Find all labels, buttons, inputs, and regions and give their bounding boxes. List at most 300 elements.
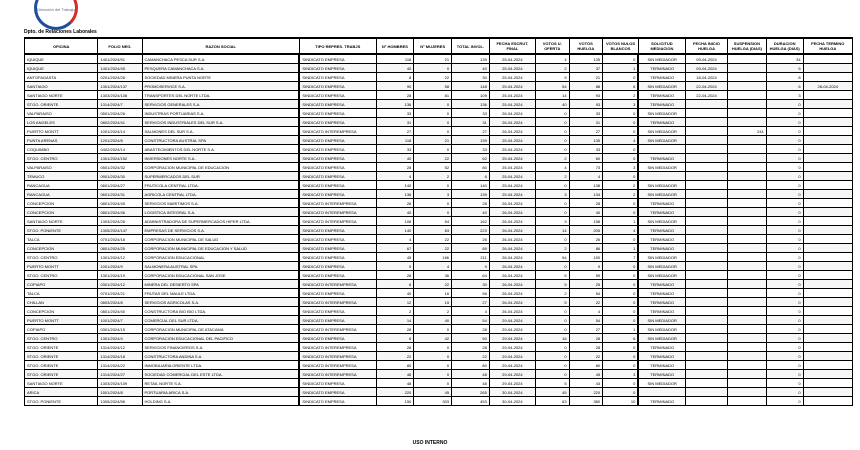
column-header: SOLICITUD MEDIACION — [638, 38, 685, 54]
table-cell: 135 — [569, 54, 603, 64]
table-cell: ARICA — [25, 388, 98, 397]
table-cell — [686, 379, 728, 388]
table-cell: 0 — [414, 199, 452, 208]
table-cell: 0 — [603, 352, 639, 361]
table-cell — [686, 199, 728, 208]
table-cell: 16 — [414, 289, 452, 298]
table-cell: 25-04-2024 — [489, 73, 535, 82]
table-cell: 136 — [376, 100, 414, 109]
table-cell: 0 — [603, 379, 639, 388]
table-cell: 28 — [376, 163, 414, 172]
table-cell: 26-04-2024 — [489, 226, 535, 235]
table-cell — [803, 397, 852, 406]
table-cell: SINDICATO EMPRESA — [299, 145, 376, 154]
table-row — [25, 361, 853, 370]
table-cell: 45 — [535, 388, 569, 397]
table-cell — [728, 298, 767, 307]
table-cell: SIN MEDIADOR — [638, 54, 685, 64]
table-cell: 1 — [603, 64, 639, 73]
table-cell: 22 — [414, 235, 452, 244]
table-cell: 25-04-2024 — [489, 82, 535, 91]
table-cell: ADMINISTRADORA DE SUPERMERCADOS HIPER LTDA. — [142, 217, 299, 226]
table-cell — [803, 262, 852, 271]
table-cell: 0 — [535, 370, 569, 379]
table-cell: TERMINADO — [638, 91, 685, 100]
table-cell: 09-04-2024 — [686, 64, 728, 73]
table-cell: 0 — [603, 145, 639, 154]
table-cell: CONSTRUCTORA BIO BIO LTDA. — [142, 307, 299, 316]
table-cell: TERMINADO — [638, 199, 685, 208]
table-cell: 0803/2024/8 — [98, 298, 142, 307]
table-cell — [803, 244, 852, 253]
table-cell: 1303/2024/26 — [98, 217, 142, 226]
table-cell: SINDICATO INTEREMPRESA — [299, 352, 376, 361]
table-row — [25, 253, 853, 262]
table-cell: 29-04-2024 — [489, 325, 535, 334]
table-cell — [803, 253, 852, 262]
table-row — [25, 388, 853, 397]
table-cell: TEMUCO — [25, 172, 98, 181]
table-cell: TERMINADO — [638, 343, 685, 352]
table-cell: SINDICATO INTEREMPRESA — [299, 361, 376, 370]
table-cell — [728, 244, 767, 253]
table-cell: SINDICATO EMPRESA — [299, 379, 376, 388]
table-cell: 3 — [535, 190, 569, 199]
table-cell: 0 — [766, 253, 803, 262]
table-cell: 28 — [376, 343, 414, 352]
table-cell: 136 — [376, 190, 414, 199]
table-cell: 33 — [376, 109, 414, 118]
table-cell — [728, 118, 767, 127]
table-cell: SINDICATO EMPRESA — [299, 271, 376, 280]
table-cell — [728, 54, 767, 64]
table-cell — [803, 163, 852, 172]
table-cell: 26-04-2024 — [489, 118, 535, 127]
table-cell: 36 — [414, 271, 452, 280]
table-cell: 83 — [414, 226, 452, 235]
column-header: FECHA INICIO HUELGA — [686, 38, 728, 54]
table-cell: 0 — [414, 325, 452, 334]
table-cell: 0 — [603, 73, 639, 82]
table-cell: 0201/2024/26 — [98, 73, 142, 82]
table-cell: 4 — [414, 262, 452, 271]
table-cell: 2 — [603, 181, 639, 190]
table-cell: 0801/2024/45 — [98, 199, 142, 208]
table-cell: SOCIEDAD MINERA PUNTA NORTE — [142, 73, 299, 82]
table-cell: 14 — [535, 91, 569, 100]
table-cell: 89 — [452, 244, 490, 253]
table-cell: 1314/2024/7 — [98, 100, 142, 109]
table-cell: SINDICATO INTEREMPRESA — [299, 370, 376, 379]
table-cell: 0 — [766, 343, 803, 352]
table-cell — [728, 73, 767, 82]
table-cell: 26-04-2024 — [489, 271, 535, 280]
table-cell — [728, 334, 767, 343]
table-cell — [686, 145, 728, 154]
table-cell: PESQUERA CAMANCHACA S.A. — [142, 64, 299, 73]
table-cell: SINDICATO EMPRESA — [299, 91, 376, 100]
table-cell: 0 — [766, 271, 803, 280]
table-cell — [728, 199, 767, 208]
table-cell: 118 — [376, 136, 414, 145]
table-cell: STGO. CENTRO — [25, 253, 98, 262]
table-cell: 0 — [535, 316, 569, 325]
table-cell — [686, 289, 728, 298]
table-cell: SIN MEDIADOR — [638, 190, 685, 199]
table-cell: 40 — [376, 64, 414, 73]
table-cell: ABASTECIMIENTOS DEL NORTE S.A. — [142, 145, 299, 154]
table-cell: 29-04-2024 — [489, 361, 535, 370]
table-cell: STGO. PONIENTE — [25, 397, 98, 406]
table-cell: 22-04-2024 — [686, 91, 728, 100]
table-cell: 0 — [766, 352, 803, 361]
table-cell: 26 — [569, 235, 603, 244]
table-cell: SINDICATO INTEREMPRESA — [299, 298, 376, 307]
table-cell: 0 — [766, 208, 803, 217]
table-cell: 2 — [535, 244, 569, 253]
table-cell: 40 — [535, 100, 569, 109]
table-cell — [728, 100, 767, 109]
table-cell: CHILLAN — [25, 298, 98, 307]
table-row — [25, 316, 853, 325]
table-cell: 0901/2024/30 — [98, 172, 142, 181]
table-cell: 28-04-2024 — [803, 82, 852, 91]
table-cell: 0 — [603, 262, 639, 271]
table-cell: TERMINADO — [638, 370, 685, 379]
table-cell: 1314/2024/27 — [98, 370, 142, 379]
table-cell: 0 — [766, 289, 803, 298]
table-cell — [803, 226, 852, 235]
table-cell: 28 — [376, 91, 414, 100]
table-cell — [686, 397, 728, 406]
direccion-trabajo-logo — [34, 0, 78, 30]
table-cell: 4 — [569, 172, 603, 181]
table-cell: 80 — [452, 163, 490, 172]
table-cell: FRUTICOLA CENTRAL LTDA. — [142, 181, 299, 190]
table-body — [25, 54, 853, 406]
table-cell: 6 — [603, 334, 639, 343]
table-cell: 25-04-2024 — [489, 91, 535, 100]
table-cell — [728, 397, 767, 406]
table-cell: RANCAGUA — [25, 181, 98, 190]
table-cell: SINDICATO EMPRESA — [299, 109, 376, 118]
table-cell — [686, 298, 728, 307]
table-cell — [686, 307, 728, 316]
table-cell: 0 — [603, 343, 639, 352]
table-cell: SINDICATO EMPRESA — [299, 118, 376, 127]
table-cell: 0 — [535, 352, 569, 361]
table-cell — [803, 325, 852, 334]
table-cell: 205 — [569, 226, 603, 235]
table-cell — [686, 325, 728, 334]
table-cell — [728, 271, 767, 280]
table-cell: PUERTO MONTT — [25, 127, 98, 136]
table-cell: 0 — [766, 127, 803, 136]
table-cell: 109 — [452, 91, 490, 100]
table-cell — [686, 100, 728, 109]
table-row — [25, 145, 853, 154]
table-row — [25, 325, 853, 334]
table-row — [25, 244, 853, 253]
table-cell: 9 — [535, 73, 569, 82]
table-cell: 0 — [766, 370, 803, 379]
table-row — [25, 352, 853, 361]
table-cell: CORPORACION MUNICIPAL DE EDUCACION — [142, 163, 299, 172]
table-cell: 26-04-2024 — [489, 280, 535, 289]
table-cell: LOGISTICA INTEGRAL S.A. — [142, 208, 299, 217]
table-cell: 139 — [452, 190, 490, 199]
table-cell: 28 — [376, 271, 414, 280]
column-header: N° MUJERES — [414, 38, 452, 54]
table-cell — [686, 334, 728, 343]
table-cell: 37 — [569, 64, 603, 73]
table-cell: 2 — [376, 307, 414, 316]
table-cell: 45 — [414, 388, 452, 397]
table-cell: SIN MEDIADOR — [638, 325, 685, 334]
table-cell: 0 — [766, 109, 803, 118]
table-cell: 0701/2024/18 — [98, 235, 142, 244]
table-cell: 1314/2024/22 — [98, 361, 142, 370]
table-cell: CONCEPCION — [25, 244, 98, 253]
table-cell: 0301/2024/15 — [98, 325, 142, 334]
table-cell: 33 — [452, 109, 490, 118]
table-cell: CONCEPCION — [25, 307, 98, 316]
table-cell: 14 — [376, 316, 414, 325]
table-cell: 0801/2024/40 — [98, 307, 142, 316]
table-cell — [686, 181, 728, 190]
table-cell: 0 — [603, 280, 639, 289]
table-row — [25, 172, 853, 181]
table-cell: STGO. CENTRO — [25, 154, 98, 163]
table-cell — [728, 64, 767, 73]
table-cell — [686, 271, 728, 280]
table-cell: TERMINADO — [638, 280, 685, 289]
table-cell: 0 — [535, 361, 569, 370]
table-cell: TERMINADO — [638, 244, 685, 253]
table-cell: SINDICATO EMPRESA — [299, 307, 376, 316]
table-cell: SINDICATO EMPRESA — [299, 397, 376, 406]
table-cell: 25-04-2024 — [489, 145, 535, 154]
table-cell: 22 — [414, 244, 452, 253]
table-cell: 0 — [603, 307, 639, 316]
table-cell — [728, 235, 767, 244]
table-cell: SUPERMERCADOS DEL SUR — [142, 172, 299, 181]
table-row — [25, 208, 853, 217]
table-cell: 0 — [766, 226, 803, 235]
table-cell: VALPARAISO — [25, 109, 98, 118]
table-cell: SINDICATO EMPRESA — [299, 136, 376, 145]
column-header: TOTAL INVOL. — [452, 38, 490, 54]
table-cell: 09-04-2024 — [686, 54, 728, 64]
table-cell: 33 — [452, 145, 490, 154]
table-row — [25, 82, 853, 91]
table-cell — [728, 388, 767, 397]
table-cell — [803, 370, 852, 379]
table-cell — [728, 289, 767, 298]
column-header: VOTOS HUELGA — [569, 38, 603, 54]
table-row — [25, 271, 853, 280]
table-row — [25, 190, 853, 199]
table-cell: 2 — [535, 154, 569, 163]
logo-text: Dirección del Trabajo — [37, 7, 75, 12]
table-cell: SINDICATO EMPRESA — [299, 54, 376, 64]
table-cell: SINDICATO EMPRESA — [299, 334, 376, 343]
table-cell: 7 — [603, 253, 639, 262]
table-cell: SALMONERA AUSTRAL SPA — [142, 262, 299, 271]
table-cell: 28 — [376, 199, 414, 208]
table-cell — [686, 361, 728, 370]
table-cell — [686, 388, 728, 397]
table-cell: SIN MEDIADOR — [638, 127, 685, 136]
table-cell — [638, 145, 685, 154]
table-cell: 1501/2024/8 — [98, 388, 142, 397]
table-cell: SINDICATO EMPRESA — [299, 235, 376, 244]
table-cell: 80 — [452, 361, 490, 370]
table-cell: 0 — [766, 199, 803, 208]
table-cell: 453 — [452, 397, 490, 406]
table-cell: 1 — [603, 244, 639, 253]
table-cell — [803, 208, 852, 217]
table-cell: 59 — [569, 271, 603, 280]
table-cell — [728, 370, 767, 379]
table-cell: 0 — [603, 109, 639, 118]
table-cell: 22 — [569, 298, 603, 307]
table-cell — [728, 136, 767, 145]
table-cell: 26-04-2024 — [489, 289, 535, 298]
table-cell: 25-04-2024 — [489, 163, 535, 172]
table-cell: 0 — [766, 325, 803, 334]
table-cell: 48 — [452, 370, 490, 379]
table-cell: 8 — [376, 334, 414, 343]
table-cell: 0 — [766, 298, 803, 307]
table-cell: INMOBILIARIA ORIENTE LTDA. — [142, 361, 299, 370]
table-cell: 25 — [569, 280, 603, 289]
table-cell: LOS ANGELES — [25, 118, 98, 127]
table-cell — [728, 253, 767, 262]
table-cell — [728, 280, 767, 289]
table-row — [25, 370, 853, 379]
table-cell: 40 — [569, 208, 603, 217]
table-cell: 28 — [569, 199, 603, 208]
table-cell: CONCEPCION — [25, 199, 98, 208]
table-cell: 4 — [376, 172, 414, 181]
table-cell: 150 — [569, 253, 603, 262]
table-cell: 2 — [414, 307, 452, 316]
table-cell: 0701/2024/21 — [98, 289, 142, 298]
table-row — [25, 334, 853, 343]
table-cell: 0801/2024/46 — [98, 208, 142, 217]
table-cell: 40 — [376, 154, 414, 163]
table-cell: 28 — [569, 343, 603, 352]
table-cell: 42 — [414, 334, 452, 343]
table-cell: 30-04-2024 — [489, 388, 535, 397]
table-row — [25, 154, 853, 163]
table-cell: 1001/2024/9 — [98, 262, 142, 271]
table-cell: 0601/2024/31 — [98, 190, 142, 199]
table-cell: SIN MEDIADOR — [638, 163, 685, 172]
table-cell: 26-04-2024 — [489, 208, 535, 217]
table-cell — [803, 145, 852, 154]
table-cell: 0 — [766, 235, 803, 244]
table-cell: 54 — [535, 82, 569, 91]
table-cell: SERVICIOS FINANCIEROS S.A. — [142, 343, 299, 352]
table-cell — [803, 118, 852, 127]
table-cell: 93 — [569, 100, 603, 109]
table-cell — [728, 379, 767, 388]
table-cell: 0 — [535, 145, 569, 154]
table-cell: 28 — [452, 343, 490, 352]
table-cell: 4 — [603, 226, 639, 235]
table-cell: SINDICATO EMPRESA — [299, 73, 376, 82]
table-cell — [803, 127, 852, 136]
column-header: VOTOS NULOS BLANCOS — [603, 38, 639, 54]
table-cell: 118 — [376, 54, 414, 64]
table-cell: 140 — [376, 226, 414, 235]
table-cell: 60 — [569, 154, 603, 163]
column-header: VOTOS U. OFERTA — [535, 38, 569, 54]
table-cell — [803, 379, 852, 388]
table-row — [25, 289, 853, 298]
table-cell: PUERTO MONTT — [25, 316, 98, 325]
table-cell: SINDICATO INTEREMPRESA — [299, 343, 376, 352]
table-cell: TALCA — [25, 235, 98, 244]
table-cell: 81 — [414, 91, 452, 100]
table-cell: 27 — [569, 127, 603, 136]
table-cell: 1 — [603, 325, 639, 334]
table-cell: SINDICATO INTEREMPRESA — [299, 325, 376, 334]
table-cell — [803, 361, 852, 370]
table-cell: 0402/2024/14 — [98, 145, 142, 154]
table-cell: 0 — [766, 163, 803, 172]
table-cell: 223 — [452, 226, 490, 235]
table-cell: 48 — [376, 370, 414, 379]
table-cell — [686, 262, 728, 271]
table-cell: 5 — [535, 379, 569, 388]
table-cell: 0 — [414, 370, 452, 379]
column-header: FOLIO NEG. — [98, 38, 142, 54]
table-cell: 0 — [603, 316, 639, 325]
table-cell — [728, 163, 767, 172]
table-cell — [728, 172, 767, 181]
table-cell: 27 — [376, 127, 414, 136]
table-cell: 0 — [603, 199, 639, 208]
table-cell: 30 — [452, 73, 490, 82]
table-cell — [686, 370, 728, 379]
table-cell: AGRICOLA CENTRAL LTDA. — [142, 190, 299, 199]
table-cell — [803, 289, 852, 298]
table-cell: 10 — [603, 397, 639, 406]
table-cell: SINDICATO EMPRESA — [299, 289, 376, 298]
table-cell — [728, 352, 767, 361]
table-cell: 22 — [414, 73, 452, 82]
table-cell: 0 — [535, 325, 569, 334]
table-cell: 0 — [535, 235, 569, 244]
table-cell — [686, 127, 728, 136]
table-cell — [728, 154, 767, 163]
table-cell: SINDICATO EMPRESA — [299, 82, 376, 91]
table-cell: TERMINADO — [638, 235, 685, 244]
table-cell — [803, 352, 852, 361]
table-cell — [686, 118, 728, 127]
table-cell: 3 — [603, 370, 639, 379]
table-cell: 64 — [452, 271, 490, 280]
table-cell — [803, 271, 852, 280]
table-cell: SINDICATO EMPRESA — [299, 154, 376, 163]
table-cell — [686, 172, 728, 181]
table-cell: 0802/2024/41 — [98, 118, 142, 127]
table-cell — [728, 181, 767, 190]
table-row — [25, 298, 853, 307]
